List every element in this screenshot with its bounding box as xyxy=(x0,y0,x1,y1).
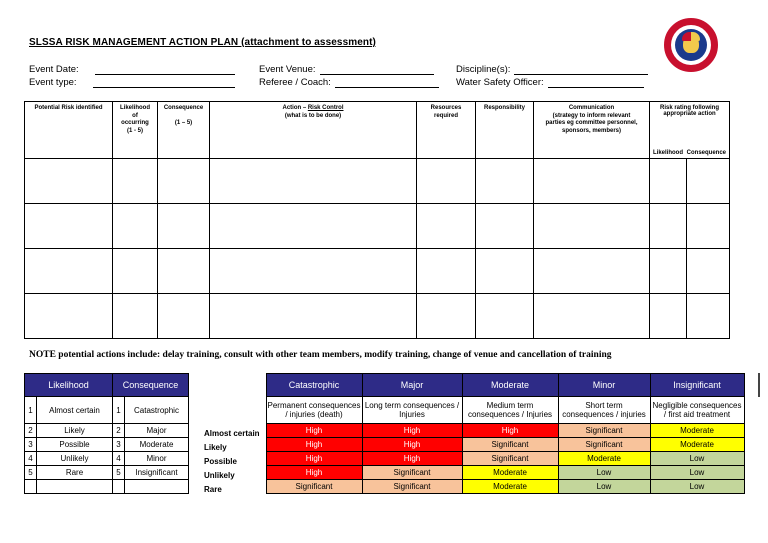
cell-rating-likelihood[interactable] xyxy=(650,204,687,249)
matrix-cell: Low xyxy=(558,480,650,494)
matrix-row xyxy=(200,452,744,466)
matrix-cell: Low xyxy=(650,466,744,480)
matrix-cell: Moderate xyxy=(462,466,558,480)
lc-consequence-label: Insignificant xyxy=(125,466,189,480)
header-rating-consequence: Consequence xyxy=(686,150,726,156)
matrix-row xyxy=(200,438,744,452)
plan-row xyxy=(25,249,730,294)
risk-action-table xyxy=(24,101,730,339)
matrix-cell: High xyxy=(266,438,362,452)
cell-potential-risk[interactable] xyxy=(25,294,113,339)
header-risk-rating: Risk rating following appropriate action Likelihood Consequence xyxy=(650,102,730,159)
cell-resources[interactable] xyxy=(417,159,476,204)
lc-likelihood-label: Almost certain xyxy=(37,397,113,424)
cell-action[interactable] xyxy=(210,249,417,294)
lc-row xyxy=(25,466,189,480)
lc-consequence-number: 4 xyxy=(113,452,125,466)
matrix-row-label: Likely xyxy=(204,442,227,452)
matrix-cell: Significant xyxy=(462,438,558,452)
header-consequence: Consequence (1 – 5) xyxy=(158,102,210,159)
cell-communication[interactable] xyxy=(534,159,650,204)
water-safety-officer-line[interactable] xyxy=(548,78,644,88)
matrix-col-description: Short term consequences / injuries xyxy=(558,397,650,424)
cell-action[interactable] xyxy=(210,204,417,249)
lc-consequence-number: 2 xyxy=(113,424,125,438)
cell-potential-risk[interactable] xyxy=(25,159,113,204)
matrix-cell: Low xyxy=(650,480,744,494)
lc-likelihood-number: 2 xyxy=(25,424,37,438)
page-edge-divider xyxy=(758,373,760,397)
cell-likelihood[interactable] xyxy=(113,249,158,294)
event-venue-label: Event Venue: xyxy=(259,64,316,75)
cell-rating-consequence[interactable] xyxy=(687,249,730,294)
matrix-cell: Low xyxy=(650,452,744,466)
matrix-cell: Significant xyxy=(558,424,650,438)
water-safety-officer-field[interactable] xyxy=(456,77,644,88)
cell-rating-likelihood[interactable] xyxy=(650,249,687,294)
matrix-cell: Low xyxy=(558,466,650,480)
header-action: Action – Risk Control (what is to be done) xyxy=(210,102,417,159)
cell-likelihood[interactable] xyxy=(113,204,158,249)
cell-communication[interactable] xyxy=(534,249,650,294)
matrix-description-row xyxy=(200,397,744,424)
matrix-cell: High xyxy=(362,452,462,466)
matrix-cell: High xyxy=(462,424,558,438)
matrix-cell: High xyxy=(266,452,362,466)
event-type-label: Event type: xyxy=(29,77,77,88)
cell-responsibility[interactable] xyxy=(476,204,534,249)
header-potential-risk: Potential Risk identified xyxy=(25,102,113,159)
matrix-cell: Significant xyxy=(362,480,462,494)
lc-likelihood-number: 3 xyxy=(25,438,37,452)
cell-action[interactable] xyxy=(210,294,417,339)
matrix-col-description: Permanent consequences / injuries (death) xyxy=(266,397,362,424)
matrix-cell: Significant xyxy=(266,480,362,494)
cell-resources[interactable] xyxy=(417,249,476,294)
cell-likelihood[interactable] xyxy=(113,159,158,204)
lc-consequence-label: Moderate xyxy=(125,438,189,452)
matrix-cell: Moderate xyxy=(650,424,744,438)
lc-consequence-header: Consequence xyxy=(113,374,189,397)
header-responsibility: Responsibility xyxy=(476,102,534,159)
cell-responsibility[interactable] xyxy=(476,249,534,294)
lc-row xyxy=(25,452,189,466)
matrix-row-label: Possible xyxy=(204,456,237,466)
plan-row xyxy=(25,294,730,339)
lc-row xyxy=(25,397,189,424)
cell-responsibility[interactable] xyxy=(476,159,534,204)
plan-row xyxy=(25,159,730,204)
lc-consequence-number: 3 xyxy=(113,438,125,452)
cell-consequence[interactable] xyxy=(158,159,210,204)
lc-consequence-number: 5 xyxy=(113,466,125,480)
matrix-col-description: Negligible consequences / first aid treatment xyxy=(650,397,744,424)
actions-note: NOTE potential actions include: delay training, consult with other team members, modify training, change of venue and cancellation of training xyxy=(29,350,612,360)
lc-likelihood-number: 4 xyxy=(25,452,37,466)
cell-resources[interactable] xyxy=(417,204,476,249)
matrix-cell: High xyxy=(266,424,362,438)
matrix-col-header: Moderate xyxy=(462,374,558,397)
lc-row-empty xyxy=(25,480,189,494)
lc-likelihood-label: Rare xyxy=(37,466,113,480)
matrix-row xyxy=(200,424,744,438)
slssa-logo xyxy=(664,18,718,72)
matrix-cell: High xyxy=(362,424,462,438)
cell-rating-likelihood[interactable] xyxy=(650,294,687,339)
cell-likelihood[interactable] xyxy=(113,294,158,339)
discipline-label: Discipline(s): xyxy=(456,64,511,75)
matrix-col-description: Long term consequences / Injuries xyxy=(362,397,462,424)
matrix-row-label: Rare xyxy=(204,484,222,494)
matrix-row xyxy=(200,480,744,494)
plan-header-row xyxy=(25,102,730,159)
cell-rating-consequence[interactable] xyxy=(687,204,730,249)
water-safety-officer-label: Water Safety Officer: xyxy=(456,77,544,88)
plan-row xyxy=(25,204,730,249)
event-date-label: Event Date: xyxy=(29,64,79,75)
cell-potential-risk[interactable] xyxy=(25,204,113,249)
cell-resources[interactable] xyxy=(417,294,476,339)
header-rating-likelihood: Likelihood xyxy=(653,150,683,156)
lc-consequence-label: Major xyxy=(125,424,189,438)
lc-likelihood-number: 5 xyxy=(25,466,37,480)
matrix-row-label: Almost certain xyxy=(204,428,260,438)
lc-row xyxy=(25,438,189,452)
matrix-row xyxy=(200,466,744,480)
matrix-col-header: Minor xyxy=(558,374,650,397)
matrix-col-header: Major xyxy=(362,374,462,397)
cell-action[interactable] xyxy=(210,159,417,204)
header-likelihood: Likelihood of occurring (1 - 5) xyxy=(113,102,158,159)
cell-potential-risk[interactable] xyxy=(25,249,113,294)
referee-coach-field[interactable] xyxy=(259,77,439,88)
cell-rating-likelihood[interactable] xyxy=(650,159,687,204)
lc-likelihood-label: Possible xyxy=(37,438,113,452)
matrix-col-header: Catastrophic xyxy=(266,374,362,397)
matrix-header-row xyxy=(200,374,744,397)
matrix-cell: Moderate xyxy=(462,480,558,494)
cell-rating-consequence[interactable] xyxy=(687,159,730,204)
event-type-line[interactable] xyxy=(93,78,235,88)
lc-likelihood-number: 1 xyxy=(25,397,37,424)
cell-consequence[interactable] xyxy=(158,294,210,339)
event-venue-field[interactable] xyxy=(259,64,434,75)
cell-communication[interactable] xyxy=(534,204,650,249)
lc-consequence-number: 1 xyxy=(113,397,125,424)
matrix-cell: High xyxy=(266,466,362,480)
risk-matrix xyxy=(200,373,745,494)
matrix-cell: Significant xyxy=(362,466,462,480)
lc-likelihood-label: Unlikely xyxy=(37,452,113,466)
cell-communication[interactable] xyxy=(534,294,650,339)
discipline-line[interactable] xyxy=(514,65,648,75)
cell-responsibility[interactable] xyxy=(476,294,534,339)
page-title: SLSSA RISK MANAGEMENT ACTION PLAN (attachment to assessment) xyxy=(29,37,376,48)
lc-likelihood-label: Likely xyxy=(37,424,113,438)
lc-consequence-label: Catastrophic xyxy=(125,397,189,424)
matrix-col-header: Insignificant xyxy=(650,374,744,397)
header-resources: Resources required xyxy=(417,102,476,159)
matrix-cell: Significant xyxy=(558,438,650,452)
matrix-cell: Significant xyxy=(462,452,558,466)
matrix-cell: Moderate xyxy=(558,452,650,466)
cell-consequence[interactable] xyxy=(158,249,210,294)
lc-header-row xyxy=(25,374,189,397)
cell-rating-consequence[interactable] xyxy=(687,294,730,339)
matrix-cell: High xyxy=(362,438,462,452)
event-type-field[interactable] xyxy=(29,77,235,88)
lc-row xyxy=(25,424,189,438)
lc-likelihood-header: Likelihood xyxy=(25,374,113,397)
lc-consequence-label: Minor xyxy=(125,452,189,466)
event-date-line[interactable] xyxy=(95,65,235,75)
referee-coach-label: Referee / Coach: xyxy=(259,77,331,88)
matrix-row-label: Unlikely xyxy=(204,470,235,480)
logo-cap xyxy=(682,32,700,41)
referee-coach-line[interactable] xyxy=(335,78,439,88)
event-venue-line[interactable] xyxy=(320,65,434,75)
event-date-field[interactable] xyxy=(29,64,235,75)
matrix-col-description: Medium term consequences / Injuries xyxy=(462,397,558,424)
cell-consequence[interactable] xyxy=(158,204,210,249)
matrix-cell: Moderate xyxy=(650,438,744,452)
likelihood-consequence-key xyxy=(24,373,189,494)
header-communication: Communication (strategy to inform relevant parties eg committee personnel, sponsors, members) xyxy=(534,102,650,159)
discipline-field[interactable] xyxy=(456,64,648,75)
